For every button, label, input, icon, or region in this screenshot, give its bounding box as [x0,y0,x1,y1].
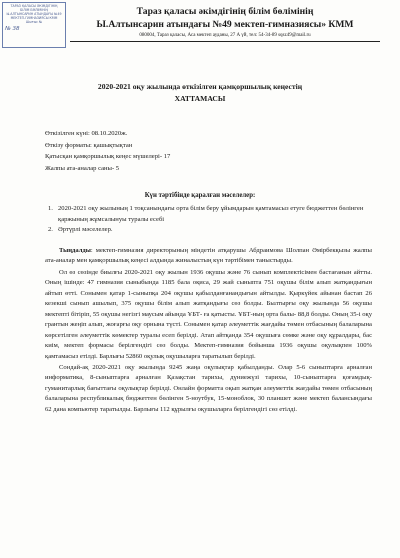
meeting-details [45,128,170,174]
agenda-item-number: 2. [48,226,53,234]
paragraph-lead: Тыңдалды [59,247,91,254]
stamp-line: Шығыс № [25,19,43,24]
agenda-item [48,204,372,225]
body-paragraph [45,246,372,267]
header-address: 080004, Тараз қаласы, Аса мектеп ауданы, 27 А үй, тел: 54-34-89 sqsz49@mail.ru [139,33,311,38]
agenda-item-text: 2020-2021 оқу жылының 1 тоқсанындағы орта білім беру ұйымдарын қамтамасыз етуге бюджеттен бөлінген қаржының жұмсалынуы туралы есебі [58,205,364,223]
header-divider [70,41,380,42]
agenda-list [48,204,372,236]
header-department: Тараз қаласы әкімдігінің білім бөлімінің [136,6,314,17]
meeting-date: Өткізілген күні: 08.10.2020ж. [45,130,128,137]
document-subtitle: ХАТТАМАСЫ [174,94,226,103]
paragraph-text: : мектеп-гимназия директорының міндетін атқарушы Абдраимова Шолпан Әмірбекқызы жалпы ата-аналар мен қамқоршылық кеңесі алдында жиналыстың күн тәртібімен таныстырды. [45,247,372,265]
body-paragraph: Ол өз сөзінде биылғы 2020-2021 оқу жылын 1936 оқушы және 76 сынып комплектісімен бастағанын айтты. Оның ішінде: 47 гимназия сыныбында 1185 бала оқиса, 29 жай сыныпта 751 оқушы білім алып жатқандығын айтып өтті. Сонымен қатар 1-сыныпқа 204 оқушы қабылданғанандығын айтылды. Қыркүйек айынан бастап 26 кезекші сынып ашылып, 375 оқушы білім алып жатқандығы сөз болды. Былтырғы оқу жылында 56 оқушы мектепті бітіріп, 55 оқушы негізгі маусым айында ҰБТ- ға қатысты. ҰБТ-ның орта балы- 88,8 болды. Оның 35-і оқу грантын жеңіп алып, жоғарғы оқу орнына түсті. Сонымен қатар әлеуметтік жағдайы төмен отбасының балаларына көрсетілген әлеуметтік көмектер туралы есеп берілді. Атап айтқанда 354 оқушыға сөмке және оқу құралдары, бас киім, мектеп формасы берілгендігі сөз болды. Мектеп-гимназия бойынша 1936 оқушы оқулықпен 100% қамтамасыз етілді. Барлығы 52860 оқулық оқушыларға таратылып берілді. [45,268,372,360]
stamp-line: ТАРАЗ ҚАЛАСЫ ӘКІМДІГІНІҢ [10,4,58,8]
minutes-body [45,246,372,415]
parents-count: Жалпы ата-аналар саны- 5 [45,164,120,172]
stamp-line: Ы.АЛТЫНСАРИН АТЫНДАҒЫ №49 [6,11,62,16]
document-title: 2020-2021 оқу жылында өткізілген қамқоршылық кеңестің [97,82,303,91]
stamp-line: БІЛІМ БӨЛІМІНІҢ [20,7,48,12]
agenda-item [48,225,372,236]
agenda-heading: Күн тәртібінде қаралған мәселелер: [144,192,256,199]
stamp-reference-number: № 38 [5,25,20,32]
agenda-item-number: 1. [48,205,53,212]
members-count: Қатысқан қамқоршылық кеңес мүшелері- 17 [45,153,171,161]
agenda-item-text: Әртүрлі мәселелер. [58,226,113,234]
header-school-name: Ы.Алтынсарин атындағы №49 мектеп-гимназиясы» КММ [96,19,354,30]
body-paragraph: Сондай-ақ 2020-2021 оқу жылында 9245 жаңа оқулықтар қабылданды. Олар 5-6 сыныптарға арналған информатика, 8-сыныптарға арналған Қазақстан тарихы, дүниежүзі тарихы, 10-сыныптарға қоғамдық-гуманитарлық бағыттағы оқулықтар берілді. Онлайн форматта оқып жатқан әлеуметтік жағдайы төмен отбасының балаларына республикалық бюджеттен бөлінген 5-ноутбук, 15-моноблок, 30 планшет және мектеп балансындағы 62 дана компьютер таратылды. Барлығы 112 құрылғы оқушыларға берілгендігі сөз етілді. [45,363,372,413]
stamp-line: МЕКТЕП-ГИМНАЗИЯСЫ КММ [10,15,58,20]
meeting-format: Өткізу форматы: қашықтықтан [45,141,133,149]
registration-stamp [2,2,66,48]
